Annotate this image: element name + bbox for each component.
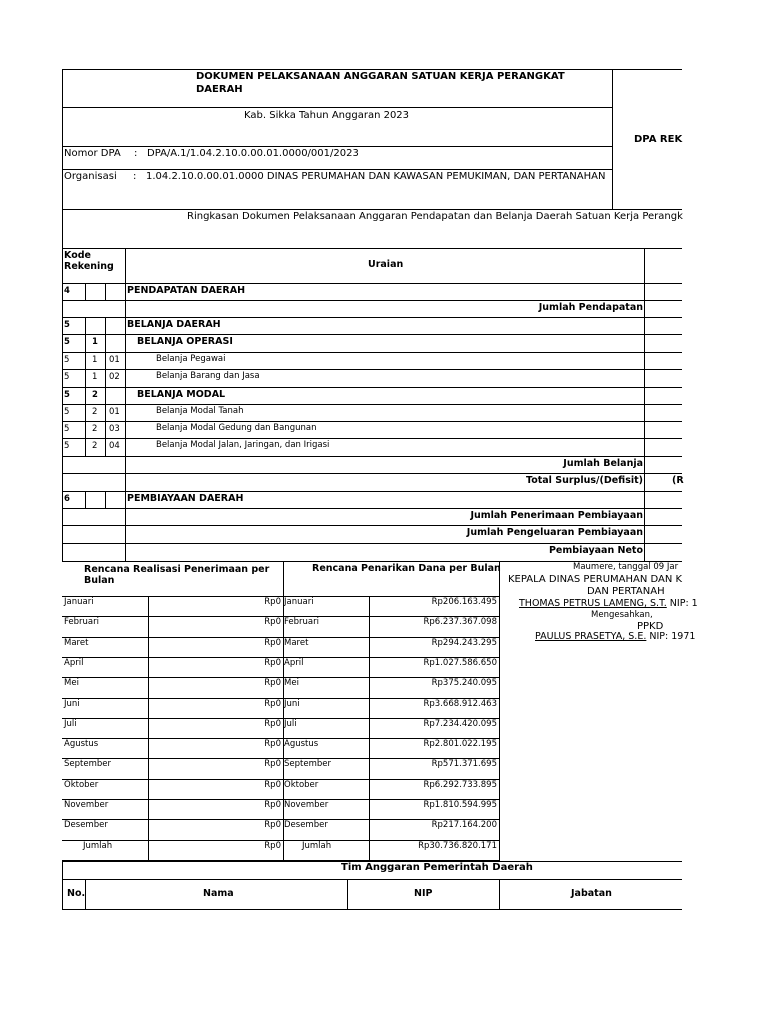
head-title-line2: DAN PERTANAH — [587, 586, 665, 597]
account-label: BELANJA OPERASI — [137, 336, 233, 347]
approved-label: Mengesahkan, — [591, 610, 653, 620]
grid-line — [105, 334, 106, 352]
account-code-2: 2 — [92, 441, 98, 451]
withdraw-month: Januari — [284, 597, 314, 607]
grid-line — [85, 387, 86, 404]
grid-line — [62, 473, 682, 474]
grid-line — [85, 283, 86, 300]
account-code-1: 5 — [64, 390, 70, 400]
withdraw-month: Maret — [284, 638, 309, 648]
withdraw-amount: Rp1.027.586.650 — [423, 658, 497, 668]
withdraw-amount: Rp1.810.594.995 — [423, 800, 497, 810]
dpa-number-value: DPA/A.1/1.04.2.10.0.00.01.0000/001/2023 — [147, 148, 359, 159]
grid-line — [105, 283, 106, 300]
grid-line — [85, 369, 86, 387]
grid-line — [105, 421, 106, 438]
withdraw-amount: Rp294.243.295 — [431, 638, 497, 648]
team-col-nama: Nama — [203, 888, 234, 899]
grid-line — [62, 387, 682, 388]
receipt-month: Desember — [64, 820, 108, 830]
grid-line — [105, 369, 106, 387]
account-code-1: 5 — [64, 441, 70, 451]
account-label: Belanja Modal Jalan, Jaringan, dan Irigasi — [156, 440, 330, 450]
grid-line — [62, 369, 682, 370]
ppkd-nip: NIP: 1971 — [646, 631, 696, 642]
total-label: Total Surplus/(Defisit) — [525, 475, 643, 486]
account-code-2: 1 — [92, 372, 98, 382]
withdraw-month: Mei — [284, 678, 299, 688]
dpa-number-sep: : — [134, 148, 138, 159]
account-code-3: 01 — [109, 355, 120, 365]
receipt-amount: Rp0 — [264, 759, 281, 769]
withdraw-amount: Rp217.164.200 — [431, 820, 497, 830]
grid-line — [62, 421, 682, 422]
grid-line — [105, 387, 106, 404]
team-col-jabatan: Jabatan — [571, 888, 612, 899]
receipt-total-label: Jumlah — [83, 841, 113, 851]
grid-line — [62, 438, 682, 439]
receipt-month: Mei — [64, 678, 79, 688]
head-title-line1: KEPALA DINAS PERUMAHAN DAN K — [508, 574, 683, 585]
total-label: Jumlah Pendapatan — [538, 302, 643, 313]
withdraw-month: April — [284, 658, 304, 668]
grid-line — [62, 404, 682, 405]
receipt-amount: Rp0 — [264, 678, 281, 688]
col-header-uraian: Uraian — [368, 259, 404, 270]
withdraw-amount: Rp7.234.420.095 — [423, 719, 497, 729]
receipt-amount: Rp0 — [264, 739, 281, 749]
account-label: Belanja Modal Tanah — [156, 406, 244, 416]
receipt-total: Rp0 — [264, 841, 281, 851]
withdraw-total: Rp30.736.820.171 — [418, 841, 497, 851]
grid-line — [62, 456, 682, 457]
grid-line — [62, 317, 682, 318]
account-code-1: 5 — [64, 372, 70, 382]
account-code-2: 2 — [92, 390, 98, 400]
total-label: Jumlah Belanja — [563, 458, 643, 469]
account-code-2: 1 — [92, 337, 98, 347]
grid-line — [85, 404, 86, 421]
grid-line — [499, 561, 500, 861]
doc-title-line2: DAERAH — [196, 84, 243, 95]
withdraw-month: Agustus — [284, 739, 319, 749]
grid-line — [62, 352, 682, 353]
col-header-kode: Kode Rekening — [64, 250, 114, 272]
receipt-amount: Rp0 — [264, 780, 281, 790]
organization-sep: : — [133, 171, 137, 182]
team-col-no: No. — [67, 888, 86, 899]
receipt-amount: Rp0 — [264, 699, 281, 709]
summary-caption: Ringkasan Dokumen Pelaksanaan Anggaran Pendapatan dan Belanja Daerah Satuan Kerja Perangk — [187, 211, 683, 222]
head-name: THOMAS PETRUS LAMENG, S.T. — [519, 598, 667, 609]
withdraw-month: Oktober — [284, 780, 319, 790]
grid-line — [62, 543, 682, 544]
dpa-number-label: Nomor DPA — [64, 148, 121, 159]
signature-place-date: Maumere, tanggal 09 Jar — [573, 562, 679, 572]
total-label: Jumlah Penerimaan Pembiayaan — [470, 510, 643, 521]
withdraw-amount: Rp206.163.495 — [431, 597, 497, 607]
grid-line — [62, 300, 682, 301]
withdraw-amount: Rp3.668.912.463 — [423, 699, 497, 709]
grid-line — [85, 334, 86, 352]
receipt-month: Juli — [64, 719, 77, 729]
account-code-3: 01 — [109, 407, 120, 417]
withdraw-month: Juni — [284, 699, 300, 709]
organization-value: 1.04.2.10.0.00.01.0000 DINAS PERUMAHAN DAN KAWASAN PEMUKIMAN, DAN PERTANAHAN — [146, 171, 606, 182]
account-label: Belanja Barang dan Jasa — [156, 371, 260, 381]
head-nip: NIP: 1 — [666, 598, 698, 609]
account-code-1: 5 — [64, 407, 70, 417]
grid-line — [85, 491, 86, 508]
receipt-month: April — [64, 658, 84, 668]
ppkd-signatory — [535, 632, 695, 642]
grid-line — [85, 421, 86, 438]
withdraw-amount: Rp6.292.733.895 — [423, 780, 497, 790]
withdraw-amount: Rp375.240.095 — [431, 678, 497, 688]
receipt-amount: Rp0 — [264, 617, 281, 627]
account-label: BELANJA DAERAH — [127, 319, 221, 330]
account-code-2: 1 — [92, 355, 98, 365]
grid-line — [105, 404, 106, 421]
total-label: Jumlah Pengeluaran Pembiayaan — [466, 527, 643, 538]
receipt-month: September — [64, 759, 111, 769]
account-code-3: 04 — [109, 441, 120, 451]
grid-line — [62, 283, 682, 284]
ppkd-title: PPKD — [637, 621, 664, 632]
receipt-amount: Rp0 — [264, 719, 281, 729]
withdraw-total-label: Jumlah — [302, 841, 332, 851]
withdraw-month: November — [284, 800, 329, 810]
withdraw-month: Desember — [284, 820, 328, 830]
receipt-amount: Rp0 — [264, 658, 281, 668]
ppkd-name: PAULUS PRASETYA, S.E. — [535, 631, 647, 642]
receipt-amount: Rp0 — [264, 638, 281, 648]
account-code-3: 03 — [109, 424, 120, 434]
grid-line — [105, 491, 106, 508]
account-code-1: 6 — [64, 494, 70, 504]
grid-line — [62, 334, 682, 335]
grid-line — [85, 317, 86, 334]
total-extra: (R — [672, 475, 684, 486]
account-label: Belanja Pegawai — [156, 354, 226, 364]
grid-line — [62, 525, 682, 526]
withdraw-month: September — [284, 759, 331, 769]
account-label: BELANJA MODAL — [137, 389, 226, 400]
doc-subtitle: Kab. Sikka Tahun Anggaran 2023 — [244, 110, 410, 121]
receipt-month: November — [64, 800, 109, 810]
account-label: Belanja Modal Gedung dan Bangunan — [156, 423, 317, 433]
doc-title-line1: DOKUMEN PELAKSANAAN ANGGARAN SATUAN KERJA PERANGKAT — [196, 71, 565, 82]
receipt-month: Agustus — [64, 739, 99, 749]
account-code-2: 2 — [92, 424, 98, 434]
grid-line — [62, 508, 682, 509]
account-code-1: 5 — [64, 320, 70, 330]
withdraw-month: Juli — [284, 719, 297, 729]
withdraw-amount: Rp6.237.367.098 — [423, 617, 497, 627]
grid-line — [62, 248, 682, 249]
account-code-1: 5 — [64, 424, 70, 434]
team-col-nip: NIP — [414, 888, 433, 899]
receipt-title: Rencana Realisasi Penerimaan per Bulan — [84, 564, 270, 586]
account-code-3: 02 — [109, 372, 120, 382]
organization-label: Organisasi — [64, 171, 117, 182]
account-code-1: 4 — [64, 286, 70, 296]
grid-line — [105, 317, 106, 334]
grid-line — [105, 352, 106, 369]
team-title: Tim Anggaran Pemerintah Daerah — [341, 862, 533, 873]
withdraw-title: Rencana Penarikan Dana per Bulan — [312, 563, 501, 574]
receipt-month: Juni — [64, 699, 80, 709]
withdraw-amount: Rp2.801.022.195 — [423, 739, 497, 749]
grid-line — [62, 491, 682, 492]
account-code-1: 5 — [64, 337, 70, 347]
account-code-2: 2 — [92, 407, 98, 417]
receipt-amount: Rp0 — [264, 597, 281, 607]
account-label: PENDAPATAN DAERAH — [127, 285, 246, 296]
withdraw-amount: Rp571.371.695 — [431, 759, 497, 769]
receipt-amount: Rp0 — [264, 800, 281, 810]
account-label: PEMBIAYAAN DAERAH — [127, 493, 244, 504]
dpa-side-title: DPA REK — [634, 134, 683, 145]
head-signatory — [519, 599, 698, 609]
total-label: Pembiayaan Neto — [548, 545, 643, 556]
receipt-month: Januari — [64, 597, 94, 607]
grid-line — [85, 438, 86, 456]
receipt-month: Oktober — [64, 780, 99, 790]
receipt-month: Maret — [64, 638, 89, 648]
grid-line — [85, 352, 86, 369]
receipt-amount: Rp0 — [264, 820, 281, 830]
withdraw-month: Februari — [284, 617, 319, 627]
receipt-month: Februari — [64, 617, 99, 627]
grid-line — [105, 438, 106, 456]
account-code-1: 5 — [64, 355, 70, 365]
